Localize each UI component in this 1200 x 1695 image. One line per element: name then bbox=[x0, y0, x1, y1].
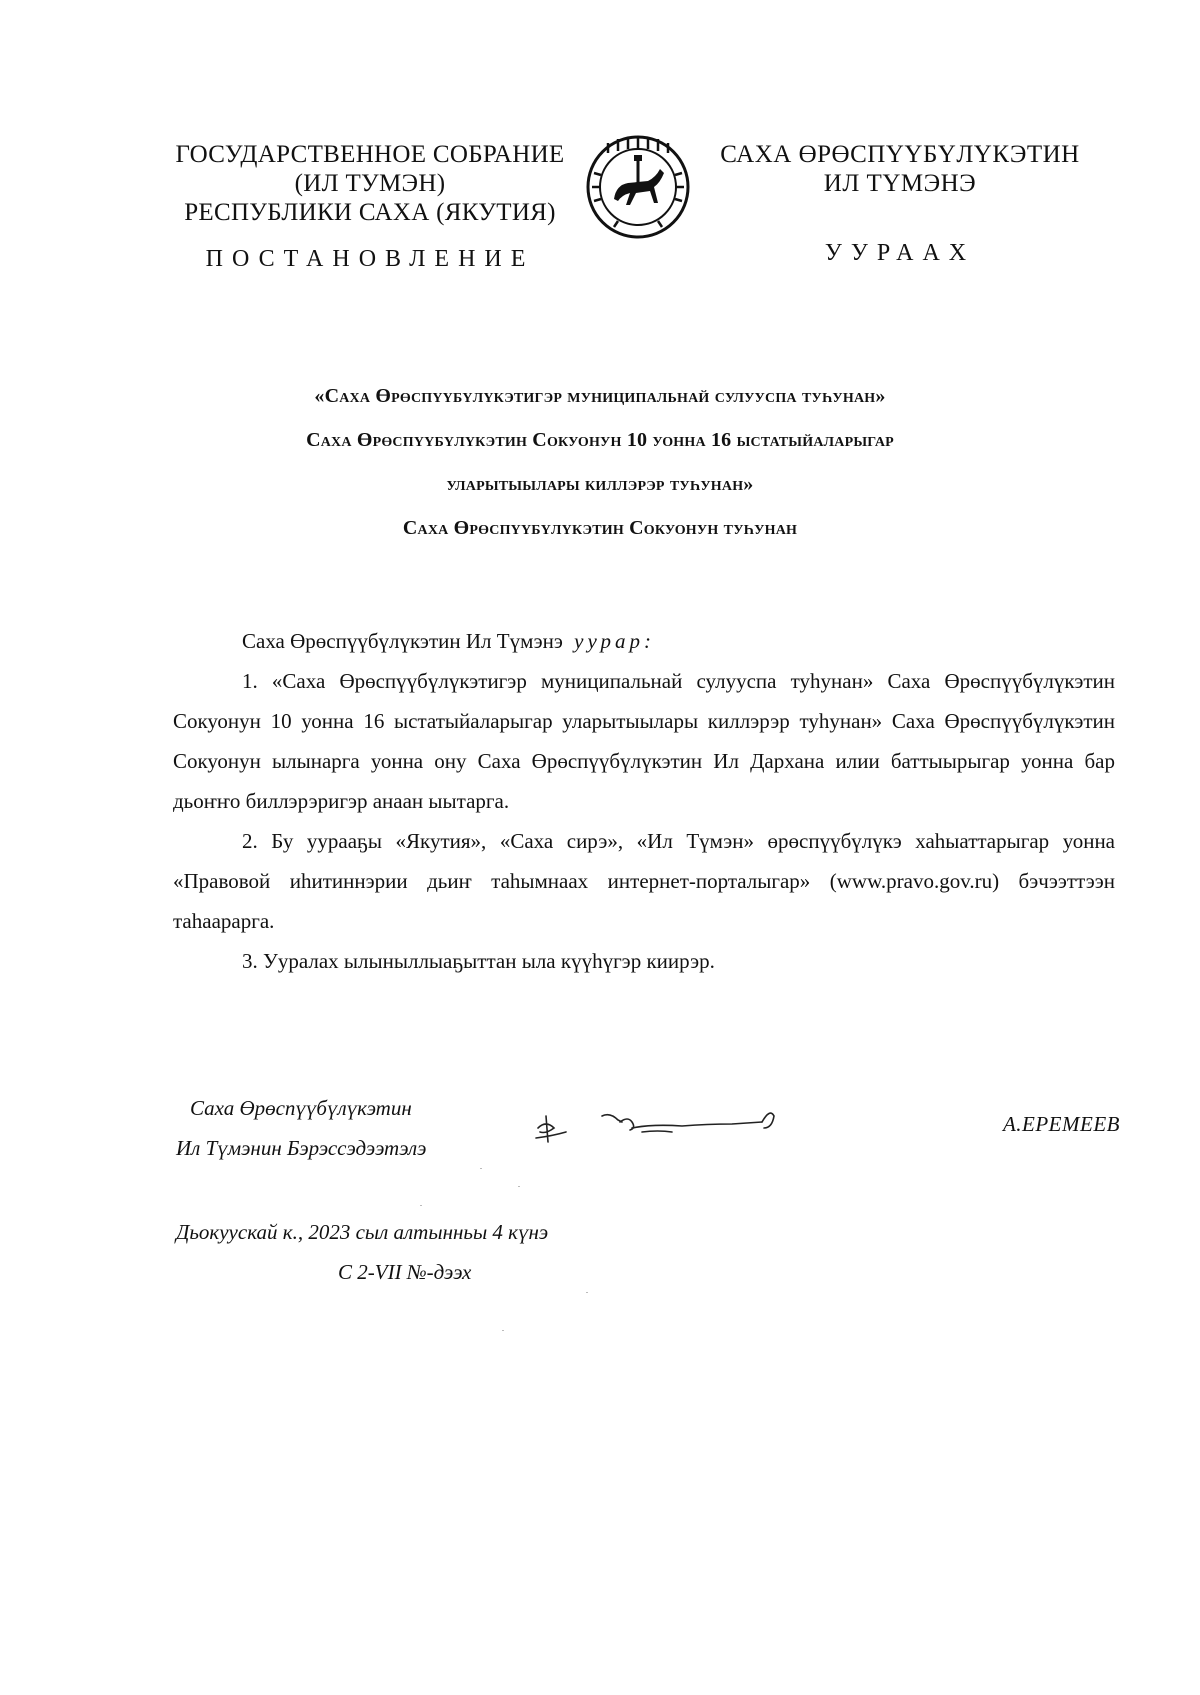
header-right-line: ИЛ ТҮМЭНЭ bbox=[823, 170, 977, 197]
place-date: Дьокуускай к., 2023 сыл алтынньы 4 күнэ bbox=[176, 1220, 549, 1244]
resolution-item: 2. Бу уурааҕы «Якутия», «Саха сирэ», «Ил Түмэн» өрөспүүбүлүкэ хаһыаттарыгар уонна «Правовой иһитиннэрии дьиҥ таһымнаах интернет-порталыгар» (www.pravo.gov.ru) бэчээттээн таһаарарга. bbox=[173, 829, 1115, 933]
title-line: «Саха Өрөспүүбүлүкэтигэр муниципальнай сулууспа туһунан» bbox=[314, 385, 886, 407]
header-left bbox=[160, 140, 580, 227]
title-line: Саха Өрөспүүбүлүкэтин Сокуонун 10 уонна 16 ыстатыйаларыгар bbox=[306, 429, 894, 451]
scan-speck bbox=[480, 1168, 482, 1169]
handwritten-signature bbox=[532, 1098, 802, 1158]
header-left-line: (ИЛ ТУМЭН) bbox=[294, 170, 446, 197]
signatory-position bbox=[176, 1088, 496, 1168]
preamble-verb: уурар: bbox=[574, 629, 655, 653]
preamble-text: Саха Өрөспүүбүлүкэтин Ил Түмэнэ bbox=[242, 629, 563, 653]
scan-speck bbox=[502, 1330, 504, 1331]
doc-kind-left: ПОСТАНОВЛЕНИЕ bbox=[205, 246, 535, 272]
document-title bbox=[160, 374, 1040, 550]
title-line: уларытыылары киллэрэр туһунан» bbox=[446, 473, 754, 495]
document-number: С 2-VII №-дээх bbox=[338, 1260, 472, 1284]
scan-speck bbox=[586, 1292, 588, 1293]
header-right bbox=[700, 140, 1100, 198]
header-left-line: ГОСУДАРСТВЕННОЕ СОБРАНИЕ bbox=[175, 141, 565, 168]
scan-speck bbox=[420, 1205, 422, 1206]
doc-kind-right: УУРААХ bbox=[824, 240, 976, 266]
title-line: Саха Өрөспүүбүлүкэтин Сокуонун туһунан bbox=[402, 517, 798, 539]
signatory-position-line: Саха Өрөспүүбүлүкэтин bbox=[190, 1096, 412, 1120]
resolution-item: 1. «Саха Өрөспүүбүлүкэтигэр муниципальнай сулууспа туһунан» Саха Өрөспүүбүлүкэтин Сокуонун 10 уонна 16 ыстатыйаларыгар уларытыылары киллэрэр туһунан» Саха Өрөспүүбүлүкэтин Сокуонун ылынарга уонна ону Саха Өрөспүүбүлүкэтин Ил Дархана илии баттыырыгар уонна бар дьоҥҥо биллэрэригэр анаан ыытарга. bbox=[173, 669, 1115, 813]
resolution-item: 3. Ууралах ылыныллыаҕыттан ыла күүһүгэр киирэр. bbox=[242, 949, 715, 973]
header-right-line: САХА ӨРӨСПҮҮБҮЛҮКЭТИН bbox=[720, 141, 1080, 168]
preamble bbox=[173, 621, 1115, 661]
place-date-block bbox=[176, 1212, 676, 1292]
sakha-coat-of-arms-icon bbox=[584, 133, 692, 241]
document-body bbox=[173, 621, 1115, 981]
header-left-line: РЕСПУБЛИКИ САХА (ЯКУТИЯ) bbox=[184, 199, 556, 226]
scan-speck bbox=[518, 1186, 520, 1187]
signatory-position-line: Ил Түмэнин Бэрэссэдээтэлэ bbox=[176, 1136, 427, 1160]
signatory-name: А.ЕРЕМЕЕВ bbox=[1002, 1112, 1120, 1136]
